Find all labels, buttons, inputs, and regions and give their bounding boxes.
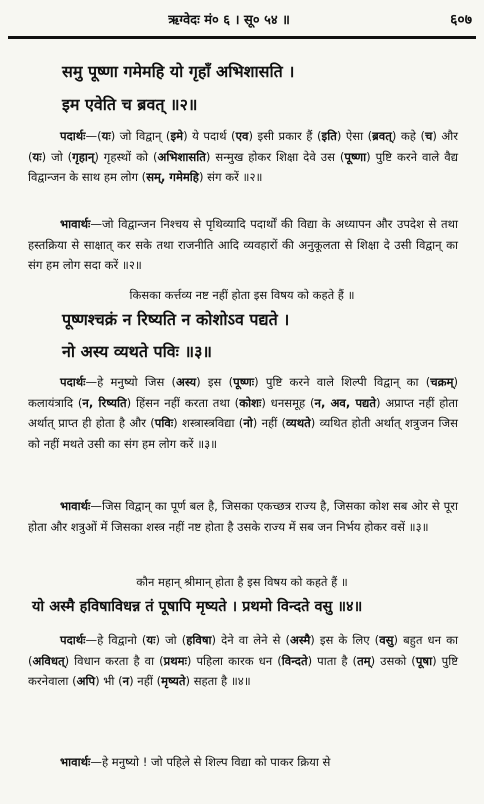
sanskrit-term: प्रथमः — [163, 653, 187, 668]
bhavartha-2 — [28, 214, 458, 276]
sanskrit-term: व्यथते — [286, 416, 311, 430]
gloss-text: ) धनसमूह ( — [261, 395, 315, 410]
sanskrit-term: पविः — [154, 416, 174, 430]
gloss-text: ) विधान करता है वा ( — [64, 653, 164, 668]
sanskrit-term: वसु — [379, 633, 394, 647]
padartha-4 — [28, 630, 458, 692]
sanskrit-term: यः — [101, 129, 111, 143]
gloss-text: ) कलायंत्रादि ( — [28, 375, 458, 410]
mantra-3-line-1: पूष्णश्चक्रं न रिष्यति न कोशोऽव पद्यते । — [62, 310, 290, 329]
running-title: ऋग्वेदः मं० ६ । सू० ५४ ॥ — [168, 13, 290, 28]
sanskrit-term: न, रिष्यति — [82, 395, 127, 410]
sanskrit-term: यः — [32, 149, 42, 164]
sanskrit-term: इति — [321, 129, 337, 143]
gloss-text: ) पुष्टि करने वाले वैद्य विद्वान्जन के साथ हम लोग ( — [28, 149, 458, 184]
sanskrit-term: पूषा — [415, 653, 433, 668]
gloss-text: ) इसी प्रकार हैं ( — [248, 129, 322, 143]
bhavartha-3 — [28, 496, 458, 537]
page-number: ६०७ — [450, 11, 472, 28]
gloss-text: ) बहुत धन का ( — [28, 633, 458, 668]
sanskrit-term: एव — [235, 129, 249, 143]
sanskrit-term: विन्दते — [281, 653, 308, 668]
gloss-text: ) उसको ( — [370, 653, 416, 668]
gloss-text: ) शस्त्रास्त्रविद्या ( — [173, 416, 244, 430]
gloss-text: —हे विद्वानो ( — [85, 633, 147, 647]
topic-intro-4: कौन महान् श्रीमान् होता है इस विषय को कहते हैं ॥ — [136, 575, 348, 589]
sanskrit-term: न, अव, पद्यते — [314, 395, 376, 410]
gloss-text: ) पाता है ( — [307, 653, 358, 668]
padartha-label: पदार्थः — [60, 633, 86, 647]
sanskrit-term: ब्रवत् — [372, 129, 392, 143]
sanskrit-term: न — [122, 674, 130, 688]
bhavartha-text: —जिस विद्वान् का पूर्ण बल है, जिसका एकच्छत्र राज्य है, जिसका कोश सब ओर से पूरा होता और शत्रुओं में जिसका शस्त्र नहीं नष्ट होता है उसके राज्य में सब जन निर्भय होकर वसें ॥३॥ — [28, 499, 458, 534]
bhavartha-text: —हे मनुष्यो ! जो पहिले से शिल्प विद्या को पाकर क्रिया से — [90, 755, 331, 769]
gloss-text: ) इस के लिए ( — [310, 633, 380, 647]
gloss-text: ) संग करें ॥२॥ — [198, 170, 263, 184]
gloss-text: ) पुष्टि करनेवाला ( — [28, 653, 459, 688]
gloss-text: ) गृहस्थों को ( — [94, 149, 158, 164]
gloss-text: ) पहिला कारक धन ( — [186, 653, 282, 668]
sanskrit-term: हविषा — [186, 633, 212, 647]
gloss-text: ) नहीं ( — [129, 674, 162, 688]
gloss-text: ) नहीं ( — [252, 416, 287, 430]
padartha-text — [28, 633, 458, 688]
header-rule — [8, 36, 476, 39]
bhavartha-text: —जो विद्वान्जन निश्चय से पृथिव्यादि पदार्थों की विद्या के अध्यापन और उपदेश से तथा हस्तक्रिया से साक्षात् कर सके तथा राजनीति आदि व्यवहारों की अनुकूलता से शिक्षा दे उसी विद्वान् का संग हम लोग सदा करें ॥२॥ — [28, 217, 458, 272]
topic-intro-3: किसका कर्त्तव्य नष्ट नहीं होता इस विषय को कहते हैं ॥ — [129, 288, 355, 302]
gloss-text: ) कहे ( — [391, 129, 425, 143]
sanskrit-term: तम् — [357, 653, 371, 668]
gloss-text: ) व्यथित होती अर्थात् शत्रुजन जिस को नहीं मथते उसी का संग हम लोग करें ॥३॥ — [28, 416, 458, 451]
gloss-text: ) हिंसन नहीं करता तथा ( — [126, 395, 240, 410]
page-header — [8, 6, 472, 32]
gloss-text: ) सन्मुख होकर शिक्षा देवे उस ( — [205, 149, 345, 164]
sanskrit-term: पूष्णः — [233, 375, 255, 389]
mantra-2-line-2: इम एवेति च ब्रवत् ॥२॥ — [62, 95, 198, 114]
gloss-text: ) देने वा लेने से ( — [211, 633, 290, 647]
padartha-text — [28, 129, 458, 184]
mantra-4-line-1: यो अस्मै हविषाविधन्न तं पूषापि मृष्यते । प्रथमो विन्दते वसु ॥४॥ — [32, 599, 363, 615]
padartha-2 — [28, 126, 458, 188]
sanskrit-term: गृहान् — [72, 149, 95, 164]
sanskrit-term: यः — [146, 633, 156, 647]
gloss-text: ) और ( — [28, 129, 459, 164]
gloss-text: ) पुष्टि करने वाले शिल्पी विद्वान् का ( — [254, 375, 431, 389]
sanskrit-term: च — [425, 129, 433, 143]
sanskrit-term: मृष्यते — [161, 674, 186, 688]
gloss-text: ) अप्राप्त नहीं होता अर्थात् प्राप्त ही होता है और ( — [28, 395, 458, 430]
gloss-text: ) ऐसा ( — [336, 129, 373, 143]
gloss-text: ) जो विद्वान् ( — [110, 129, 171, 143]
sanskrit-term: अस्य — [176, 375, 197, 389]
gloss-text: —हे मनुष्यो जिस ( — [85, 375, 177, 389]
sanskrit-term: अभिशासति — [157, 149, 206, 164]
padartha-text — [28, 375, 458, 451]
sanskrit-term: पूष्णा — [344, 149, 367, 164]
gloss-text: ) इस ( — [196, 375, 234, 389]
mantra-2-line-1: समु पूष्णा गमेमहि यो गृहाँ अभिशासति । — [62, 62, 295, 81]
sanskrit-term: चक्रम् — [430, 375, 454, 389]
padartha-label: पदार्थः — [60, 129, 86, 143]
mantra-3-line-2: नो अस्य व्यथते पविः ॥३॥ — [62, 342, 212, 361]
sanskrit-term: इमे — [170, 129, 184, 143]
sanskrit-term: सम्, गमेमहि — [146, 170, 199, 184]
sanskrit-term: कोशः — [239, 395, 262, 410]
gloss-text: ) जो ( — [155, 633, 187, 647]
gloss-text: ) सहता है ॥४॥ — [185, 674, 251, 688]
bhavartha-label: भावार्थः — [60, 217, 91, 231]
gloss-text: ) भी ( — [95, 674, 123, 688]
bhavartha-label: भावार्थः — [60, 499, 91, 513]
sanskrit-term: अस्मै — [289, 633, 311, 647]
sanskrit-term: नो — [243, 416, 253, 430]
bhavartha-label: भावार्थः — [60, 755, 91, 769]
sanskrit-term: अविधत् — [32, 653, 65, 668]
bhavartha-4 — [28, 752, 458, 773]
gloss-text: —( — [85, 129, 102, 143]
padartha-3 — [28, 372, 458, 454]
sanskrit-term: अपि — [76, 674, 96, 688]
padartha-label: पदार्थः — [60, 375, 86, 389]
gloss-text: ) जो ( — [41, 149, 73, 164]
gloss-text: ) ये पदार्थ ( — [183, 129, 236, 143]
